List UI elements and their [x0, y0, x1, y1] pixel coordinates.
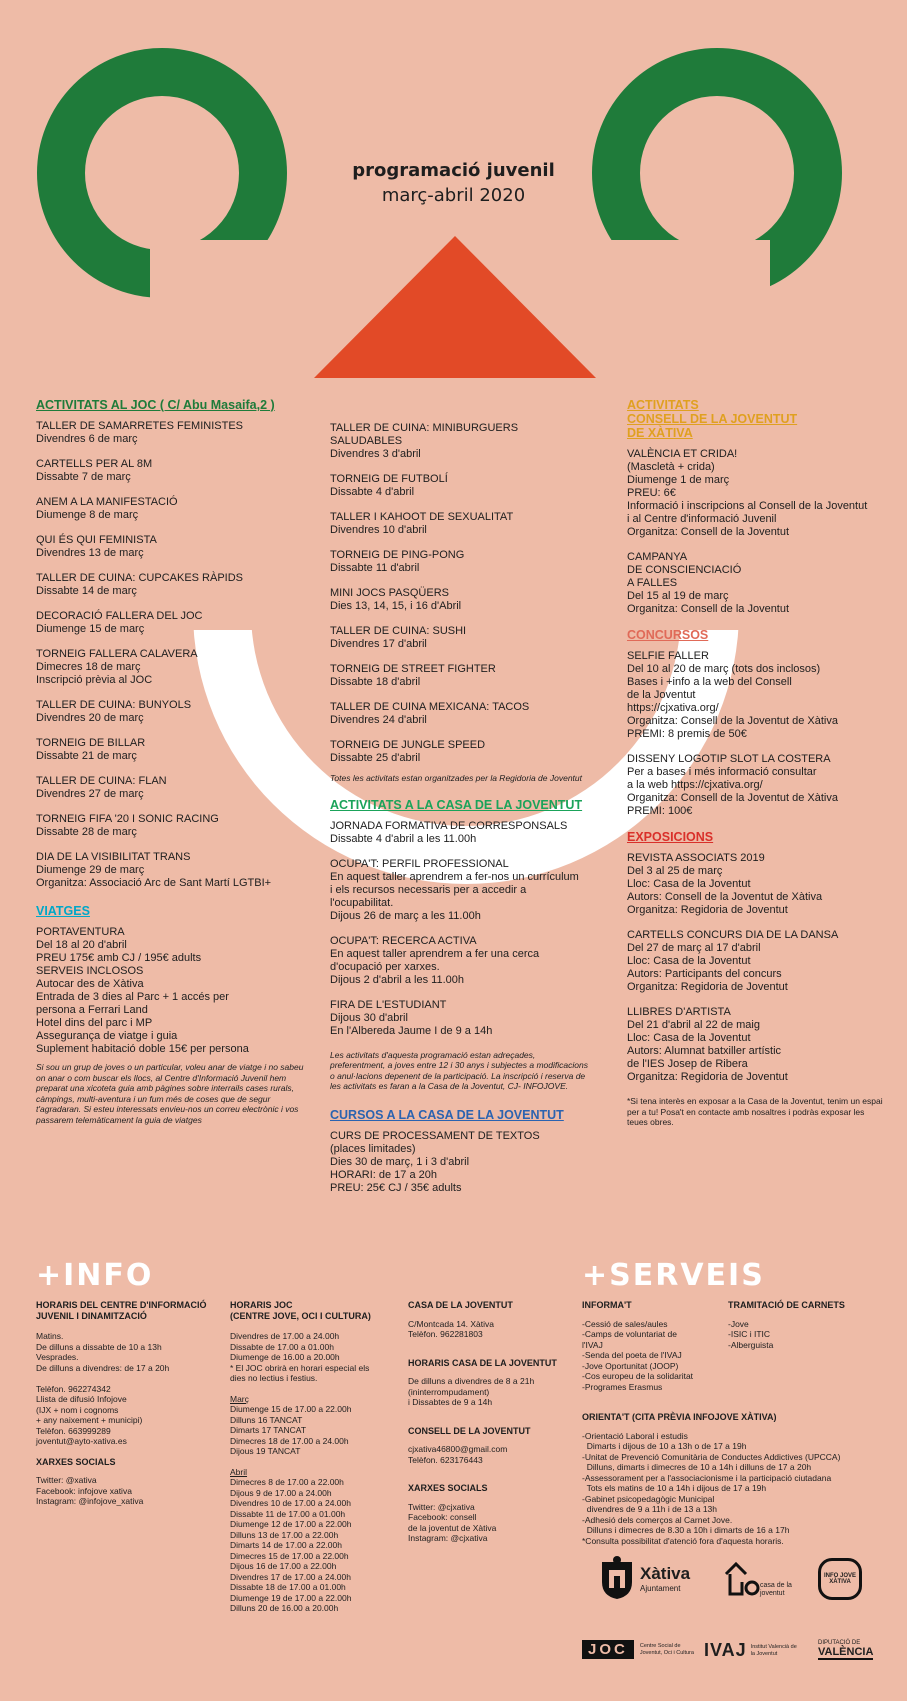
info-title: +INFO [36, 1258, 154, 1293]
abril-line: Dimecres 15 de 17.00 a 22.00h [230, 1550, 349, 1561]
info3-line: Facebook: consell [408, 1512, 477, 1522]
section-heading-consell [627, 398, 887, 440]
event-name: TORNEIG FALLERA CALAVERA [36, 648, 198, 660]
orientat-line: -Assessorament per a l'associacionisme i la participació ciutadana [582, 1472, 832, 1483]
event-detail: Divendres 10 d'abril [330, 524, 427, 536]
marc-line: Dimecres 18 de 17.00 a 24.00h [230, 1435, 349, 1446]
event-detail: Del 15 al 19 de març [627, 590, 729, 602]
event-item [330, 701, 592, 727]
diputacio-logo-line1: DIPUTACIÓ DE [818, 1640, 861, 1646]
consell-heading-line: DE XÀTIVA [627, 426, 693, 440]
event-detail: Lloc: Casa de la Joventut [627, 1032, 751, 1044]
event-item [330, 473, 592, 499]
joc-hours-line: Divendres de 17.00 a 24.00h [230, 1331, 340, 1341]
curs-line: CURS DE PROCESSAMENT DE TEXTOS [330, 1129, 540, 1142]
curs-line: HORARI: de 17 a 20h [330, 1168, 438, 1181]
event-detail: Autors: Participants del concurs [627, 968, 782, 980]
info3-line: i Dissabtes de 9 a 14h [408, 1397, 493, 1407]
event-detail: https://cjxativa.org/ [627, 702, 719, 714]
event-item [36, 737, 306, 763]
event-detail: PREU: 6€ [627, 487, 676, 499]
event-detail: Organitza: Consell de la Joventut [627, 526, 790, 538]
diputacio-logo [818, 1640, 873, 1660]
marc-line: Diumenge 15 de 17.00 a 22.00h [230, 1404, 352, 1414]
abril-line: Dilluns 20 de 16.00 a 20.00h [230, 1603, 339, 1613]
ivaj-logo [704, 1640, 799, 1661]
joc-hours-line: dies no lectius i festius. [230, 1373, 318, 1383]
curs-line: (places limitades) [330, 1142, 416, 1155]
casa-joventut-text: casa de la joventut [760, 1582, 792, 1597]
event-detail: Dissabte 7 de març [36, 471, 131, 483]
infojove-logo [818, 1558, 862, 1600]
info-line: Llista de difusió Infojove [36, 1394, 127, 1404]
event-detail: Diumenge 8 de març [36, 509, 139, 521]
info3-line: cjxativa46800@gmail.com [408, 1444, 508, 1454]
xativa-logo [600, 1556, 690, 1600]
event-item [36, 813, 306, 839]
info-heading: HORARIS DEL CENTRE D'INFORMACIÓ [36, 1300, 207, 1310]
orientat-line: Dimarts i dijous de 10 a 13h o de 17 a 19h [582, 1441, 747, 1451]
event-detail: i els recursos necessaris per a accedir a l'ocupabilitat. [330, 883, 527, 909]
event-detail: de la Joventut [627, 689, 696, 701]
info-column-3 [408, 1300, 568, 1562]
orientat-line: -Adhesió dels comerços al Carnet Jove. [582, 1514, 733, 1525]
event-detail: Divendres 24 d'abril [330, 714, 427, 726]
event-detail: CARTELLS CONCURS DIA DE LA DANSA [627, 929, 839, 941]
event-detail: Informació i inscripcions al Consell de la Joventut [627, 500, 868, 512]
event-detail: Del 3 al 25 de març [627, 865, 723, 877]
event-detail: Diumenge 1 de març [627, 474, 730, 486]
info-line: Vesprades. [36, 1352, 79, 1362]
info-line: De dilluns a divendres: de 17 a 20h [36, 1362, 170, 1373]
event-item [627, 852, 887, 917]
event-item [36, 851, 306, 890]
marc-heading: Març [230, 1393, 249, 1404]
event-detail: REVISTA ASSOCIATS 2019 [627, 852, 765, 864]
informat-line: -Jove Oportunitat (JOOP) [582, 1360, 679, 1371]
column-consell [627, 398, 887, 1138]
event-detail: Divendres 17 d'abril [330, 638, 427, 650]
abril-line: Dijous 9 de 17.00 a 24.00h [230, 1487, 332, 1498]
event-item [330, 422, 592, 461]
infojove-logo-text: INFO JOVE XÀTIVA [818, 1558, 862, 1600]
section-heading-joc: ACTIVITATS AL JOC ( C/ Abu Masaifa,2 ) [36, 398, 275, 412]
event-name: TORNEIG DE STREET FIGHTER [330, 663, 496, 675]
joc-logo-text: JOC [582, 1640, 634, 1659]
informat-line: l'IVAJ [582, 1339, 603, 1350]
event-detail: Dissabte 11 d'abril [330, 562, 420, 574]
event-item [330, 820, 592, 846]
orientat-line: -Unitat de Prevenció Comunitària de Conductes Addictives (UPCCA) [582, 1451, 841, 1462]
marc-line: Dijous 19 TANCAT [230, 1446, 301, 1456]
abril-line: Dissabte 18 de 17.00 a 01.00h [230, 1582, 346, 1592]
event-detail: Lloc: Casa de la Joventut [627, 878, 751, 890]
event-item [330, 549, 592, 575]
joc-logo-sub: Centre Social de Joventut, Oci i Cultura [639, 1643, 694, 1656]
marc-line: Dimarts 17 TANCAT [230, 1425, 307, 1435]
event-name: DECORACIÓ FALLERA DEL JOC [36, 610, 203, 622]
event-detail: A FALLES [627, 577, 678, 589]
event-item [627, 929, 887, 994]
exposar-note: *Si tena interès en exposar a la Casa de la Joventut, tenim un espai per a tu! Posa't en contacte amb nosaltres i podràs exposar les teues obres. [627, 1096, 883, 1127]
abril-line: Diumenge 19 de 17.00 a 22.00h [230, 1592, 352, 1603]
event-detail: Dissabte 4 d'abril [330, 486, 415, 498]
organitzades-note: Totes les activitats estan organitzades per la Regidoria de Joventut [330, 773, 582, 783]
carnets-line: -Alberguista [728, 1339, 774, 1350]
event-detail: En l'Albereda Jaume I de 9 a 14h [330, 1024, 493, 1037]
curs-line: PREU: 25€ CJ / 35€ adults [330, 1181, 462, 1194]
event-detail: PREMI: 100€ [627, 805, 693, 817]
event-item [36, 610, 306, 636]
event-detail: Organitza: Consell de la Joventut de Xàtiva [627, 715, 838, 727]
event-detail: i al Centre d'informació Juvenil [627, 513, 777, 525]
event-detail: Divendres 6 de març [36, 433, 138, 445]
event-name: JORNADA FORMATIVA DE CORRESPONSALS [330, 819, 568, 832]
orientat-line: -Gabinet psicopedagògic Municipal [582, 1493, 715, 1504]
info-line: (IJX + nom i cognoms [36, 1404, 119, 1415]
abril-line: Dissabte 11 de 17.00 a 01.00h [230, 1508, 346, 1519]
event-detail: PREMI: 8 premis de 50€ [627, 728, 747, 740]
section-heading-cursos: CURSOS A LA CASA DE LA JOVENTUT [330, 1107, 564, 1122]
ivaj-logo-text: IVAJ [704, 1640, 747, 1660]
info3-line: de la joventut de Xàtiva [408, 1522, 497, 1533]
section-heading-exposicions: EXPOSICIONS [627, 830, 714, 844]
event-item [36, 534, 306, 560]
event-detail: En aquest taller aprendrem a fer-nos un currículum [330, 870, 579, 883]
event-detail: LLIBRES D'ARTISTA [627, 1006, 731, 1018]
curs-line: Dies 30 de març, 1 i 3 d'abril [330, 1155, 470, 1168]
event-name: TALLER DE CUINA MEXICANA: TACOS [330, 701, 530, 713]
joc-hours-line: Dissabte de 17.00 a 01.00h [230, 1341, 334, 1352]
viatges-line: PREU 175€ amb CJ / 195€ adults [36, 952, 202, 964]
event-detail: Dissabte 4 d'abril a les 11.00h [330, 832, 477, 845]
info-line: + any naixement + municipi) [36, 1415, 143, 1425]
carnets-line: -ISIC i ITIC [728, 1329, 771, 1339]
event-detail: Autors: Consell de la Joventut de Xàtiva [627, 891, 823, 903]
serveis-title: +SERVEIS [582, 1258, 765, 1293]
info3-line: De dilluns a divendres de 8 a 21h [408, 1376, 535, 1386]
orientat-line: *Consulta possibilitat d'atenció fora d'aquesta horaris. [582, 1535, 784, 1546]
informat-heading: INFORMA'T [582, 1300, 632, 1310]
event-detail: SELFIE FALLER [627, 650, 709, 662]
consell-heading-line: ACTIVITATS [627, 398, 699, 412]
event-item [36, 458, 306, 484]
joc-logo [582, 1640, 696, 1659]
event-item [36, 648, 306, 687]
xativa-logo-text: Xàtiva [640, 1563, 691, 1583]
viatges-line: Entrada de 3 dies al Parc + 1 accés per [36, 991, 229, 1003]
carnets-heading: TRAMITACIÓ DE CARNETS [728, 1300, 845, 1310]
diputacio-logo-line2: VALÈNCIA [818, 1646, 874, 1658]
red-triangle [314, 236, 596, 378]
event-detail: Organitza: Regidoria de Joventut [627, 1071, 788, 1083]
event-item [627, 1006, 887, 1084]
event-detail: Diumenge 29 de març [36, 864, 145, 876]
event-detail: Dimecres 18 de març [36, 661, 141, 673]
event-name: TALLER DE CUINA: MINIBURGUERS SALUDABLES [330, 422, 519, 447]
informat-line: -Camps de voluntariat de [582, 1329, 677, 1339]
viatges-line: Hotel dins del parc i MP [36, 1017, 153, 1029]
info-line: joventut@ayto-xativa.es [36, 1436, 127, 1446]
event-detail: Organitza: Regidoria de Joventut [627, 904, 788, 916]
casa-joventut-logo [722, 1560, 800, 1600]
joc-heading: (CENTRE JOVE, OCI I CULTURA) [230, 1310, 371, 1321]
event-detail: de l'IES Josep de Ribera [627, 1058, 748, 1070]
event-name: TORNEIG DE BILLAR [36, 737, 146, 749]
viatges-line: Autocar des de Xàtiva [36, 978, 144, 990]
event-detail: Del 27 de març al 17 d'abril [627, 942, 761, 954]
event-detail: Autors: Alumnat batxiller artístic [627, 1045, 782, 1057]
orientat-line: -Orientació Laboral i estudis [582, 1430, 688, 1441]
event-detail: DE CONSCIENCIACIÓ [627, 564, 742, 576]
orientat-heading: ORIENTA'T (CITA PRÈVIA INFOJOVE XÀTIVA) [582, 1412, 777, 1422]
event-detail: En aquest taller aprendrem a fer una cerca [330, 947, 540, 960]
event-name: TALLER DE SAMARRETES FEMINISTES [36, 420, 244, 432]
section-heading-concursos: CONCURSOS [627, 628, 709, 642]
info3-heading: CONSELL DE LA JOVENTUT [408, 1425, 531, 1436]
info3-heading: CASA DE LA JOVENTUT [408, 1300, 513, 1310]
joc-hours-line: * El JOC obrirà en horari especial els [230, 1362, 370, 1373]
event-detail: Per a bases i més informació consultar [627, 766, 817, 778]
event-name: OCUPA'T: PERFIL PROFESSIONAL [330, 857, 509, 870]
event-detail: Organitza: Associació Arc de Sant Martí LGTBI+ [36, 877, 272, 889]
event-detail: Dissabte 14 de març [36, 585, 137, 597]
event-detail: DISSENY LOGOTIP SLOT LA COSTERA [627, 753, 831, 765]
info3-line: C/Montcada 14. Xàtiva [408, 1318, 494, 1329]
orientat-line: divendres de 9 a 11h i de 13 a 13h [582, 1504, 717, 1514]
abril-line: Divendres 10 de 17.00 a 24.00h [230, 1498, 351, 1508]
event-detail: Dijous 2 d'abril a les 11.00h [330, 973, 464, 986]
informat-line: -Programes Erasmus [582, 1381, 663, 1392]
joc-heading: HORARIS JOC [230, 1300, 293, 1310]
event-item [330, 739, 592, 765]
abril-heading: Abril [230, 1466, 248, 1477]
event-detail: Inscripció prèvia al JOC [36, 674, 153, 686]
info3-line: (ininterrompudament) [408, 1386, 490, 1397]
xarxes-line: Facebook: infojove xativa [36, 1485, 132, 1496]
info3-line: Twitter: @cjxativa [408, 1501, 475, 1512]
event-detail: Dijous 30 d'abril [330, 1011, 408, 1024]
informat-line: -Senda del poeta de l'IVAJ [582, 1350, 682, 1360]
viatges-line: Del 18 al 20 d'abril [36, 939, 127, 951]
informat-line: -Cessió de sales/aules [582, 1318, 668, 1329]
column-joc [36, 398, 306, 1135]
event-detail: Dissabte 25 d'abril [330, 752, 421, 764]
event-detail: Del 21 d'abril al 22 de maig [627, 1019, 760, 1031]
orientat-line: Dilluns i dimecres de 8.30 a 10h i dimarts de 16 a 17h [582, 1525, 790, 1535]
serveis-informat [582, 1300, 732, 1392]
event-name: CARTELLS PER AL 8M [36, 458, 153, 470]
viatges-line: SERVEIS INCLOSOS [36, 965, 144, 977]
header [300, 160, 607, 206]
event-item [627, 650, 887, 741]
event-item [36, 775, 306, 801]
event-detail: Divendres 20 de març [36, 712, 144, 724]
event-name: TORNEIG FIFA '20 I SONIC RACING [36, 813, 219, 825]
info-column-1 [36, 1300, 216, 1507]
event-detail: VALÈNCIA ET CRIDA! [627, 448, 738, 460]
event-detail: Del 10 al 20 de març (tots dos inclosos) [627, 663, 821, 675]
event-item [330, 663, 592, 689]
event-name: QUI ÉS QUI FEMINISTA [36, 534, 157, 546]
carnets-line: -Jove [728, 1318, 749, 1329]
info-column-2 [230, 1300, 390, 1614]
viatges-line: PORTAVENTURA [36, 926, 125, 938]
event-item [36, 572, 306, 598]
event-detail: Dissabte 18 d'abril [330, 676, 421, 688]
event-name: DIA DE LA VISIBILITAT TRANS [36, 851, 191, 863]
event-item [627, 753, 887, 818]
event-item [36, 420, 306, 446]
event-detail: Organitza: Consell de la Joventut [627, 603, 790, 615]
info-line: Telèfon. 962274342 [36, 1383, 111, 1394]
info3-heading: HORARIS CASA DE LA JOVENTUT [408, 1357, 557, 1368]
info3-line: Telèfon. 623176443 [408, 1454, 483, 1465]
abril-line: Dijous 16 de 17.00 a 22.00h [230, 1561, 337, 1571]
event-detail: Organitza: Regidoria de Joventut [627, 981, 788, 993]
xarxes-line: Twitter: @xativa [36, 1475, 97, 1485]
event-detail: Dissabte 21 de març [36, 750, 137, 762]
event-item [330, 511, 592, 537]
event-item [330, 935, 592, 987]
informat-line: -Cos europeu de la solidaritat [582, 1371, 694, 1381]
event-item [36, 496, 306, 522]
event-detail: CAMPANYA [627, 551, 688, 563]
info-heading: JUVENIL I DINAMITZACIÓ [36, 1310, 147, 1321]
info-line: Telèfon. 663999289 [36, 1425, 111, 1436]
event-name: TALLER DE CUINA: FLAN [36, 775, 167, 787]
event-item [330, 587, 592, 613]
consell-heading-line: CONSELL DE LA JOVENTUT [627, 412, 798, 426]
info3-line: Instagram: @cjxativa [408, 1533, 488, 1543]
abril-line: Dilluns 13 de 17.00 a 22.00h [230, 1529, 339, 1540]
event-name: TORNEIG DE PING-PONG [330, 549, 465, 561]
event-item [330, 999, 592, 1038]
event-item [627, 551, 887, 616]
section-heading-casa: ACTIVITATS A LA CASA DE LA JOVENTUT [330, 797, 583, 812]
info3-heading: XARXES SOCIALS [408, 1483, 488, 1493]
ivaj-logo-sub: Institut Valencià de la Joventut [750, 1644, 797, 1657]
event-name: MINI JOCS PASQÜERS [330, 587, 449, 599]
xarxes-line: Instagram: @infojove_xativa [36, 1496, 144, 1506]
event-item [330, 858, 592, 923]
serveis-orientat [582, 1412, 892, 1546]
abril-line: Dimarts 14 de 17.00 a 22.00h [230, 1540, 342, 1550]
event-name: TALLER DE CUINA: BUNYOLS [36, 699, 192, 711]
event-name: TALLER DE CUINA: SUSHI [330, 625, 467, 637]
event-name: TORNEIG DE FUTBOLÍ [330, 473, 448, 485]
viatges-line: Suplement habitació doble 15€ per persona [36, 1043, 249, 1055]
event-detail: Divendres 13 de març [36, 547, 144, 559]
event-detail: (Mascletà + crida) [627, 461, 715, 473]
abril-line: Dimecres 8 de 17.00 a 22.00h [230, 1477, 344, 1487]
event-item [627, 448, 887, 539]
event-detail: a la web https://cjxativa.org/ [627, 779, 763, 791]
marc-line: Dilluns 16 TANCAT [230, 1414, 303, 1425]
casa-joventut-icon [722, 1560, 760, 1600]
event-name: OCUPA'T: RECERCA ACTIVA [330, 934, 477, 947]
abril-line: Diumenge 12 de 17.00 a 22.00h [230, 1519, 352, 1529]
event-name: FIRA DE L'ESTUDIANT [330, 998, 447, 1011]
info-line [36, 1373, 216, 1384]
info3-line: Telèfon. 962281803 [408, 1329, 483, 1339]
info-line: Matins. [36, 1331, 64, 1341]
event-name: TALLER DE CUINA: CUPCAKES RÀPIDS [36, 572, 244, 584]
event-detail: Dijous 26 de març a les 11.00h [330, 909, 481, 922]
xarxes-heading: XARXES SOCIALS [36, 1456, 116, 1467]
event-detail: Dissabte 28 de març [36, 826, 137, 838]
orientat-line: Tots els matins de 10 a 14h i dijous de 17 a 19h [582, 1483, 767, 1493]
abril-line: Divendres 17 de 17.00 a 24.00h [230, 1571, 351, 1582]
event-item [36, 699, 306, 725]
event-detail: Divendres 27 de març [36, 788, 144, 800]
serveis-carnets [728, 1300, 888, 1350]
page-subtitle: març-abril 2020 [381, 185, 526, 206]
event-detail: Divendres 3 d'abril [330, 448, 421, 460]
xativa-shield-icon [600, 1556, 634, 1600]
event-detail: Bases i +info a la web del Consell [627, 676, 792, 688]
viatges-line: persona a Ferrari Land [36, 1004, 148, 1016]
event-name: ANEM A LA MANIFESTACIÓ [36, 496, 178, 508]
event-name: TORNEIG DE JUNGLE SPEED [330, 739, 486, 751]
event-detail: d'ocupació per xarxes. [330, 960, 440, 973]
xativa-logo-sub: Ajuntament [640, 1583, 681, 1593]
section-heading-viatges: VIATGES [36, 904, 90, 918]
event-detail: Diumenge 15 de març [36, 623, 145, 635]
viatges-line: Assegurança de viatge i guia [36, 1030, 178, 1042]
event-detail: Organitza: Consell de la Joventut de Xàtiva [627, 792, 838, 804]
column-joc-abril [330, 422, 592, 1195]
adreçades-note: Les activitats d'aquesta programació estan adreçades, preferentment, a joves entre 12 i 30 anys i subjectes a modificacions o anul·lacions depenent de la participació. La inscripció i reserva de les activitats es faran a la Casa de la Joventut, CJ- INFOJOVE. [330, 1049, 588, 1091]
orientat-line: Dilluns, dimarts i dimecres de 10 a 14h i dilluns de 17 a 20h [582, 1462, 812, 1472]
viatges-note: Si sou un grup de joves o un particular, voleu anar de viatge i no sabeu on anar o com buscar els llocs, al Centre d'Informació Juvenil hem preparat una xicoteta guia amb pàgines sobre interrails cases rurals, càmpings, multi-aventura i un fum més de coses que de segur t'agradaran. Si esteu interessats envieu-nos un correu electrònic i vos passarem telemàticament la guia de viatges [36, 1062, 304, 1125]
event-item [330, 625, 592, 651]
event-detail: Lloc: Casa de la Joventut [627, 955, 751, 967]
page-title: programació juvenil [352, 160, 555, 181]
event-name: TALLER I KAHOOT DE SEXUALITAT [330, 511, 514, 523]
info-line: De dilluns a dissabte de 10 a 13h [36, 1341, 162, 1352]
joc-hours-line: Diumenge de 16.00 a 20.00h [230, 1352, 340, 1362]
event-detail: Dies 13, 14, 15, i 16 d'Abril [330, 600, 462, 612]
